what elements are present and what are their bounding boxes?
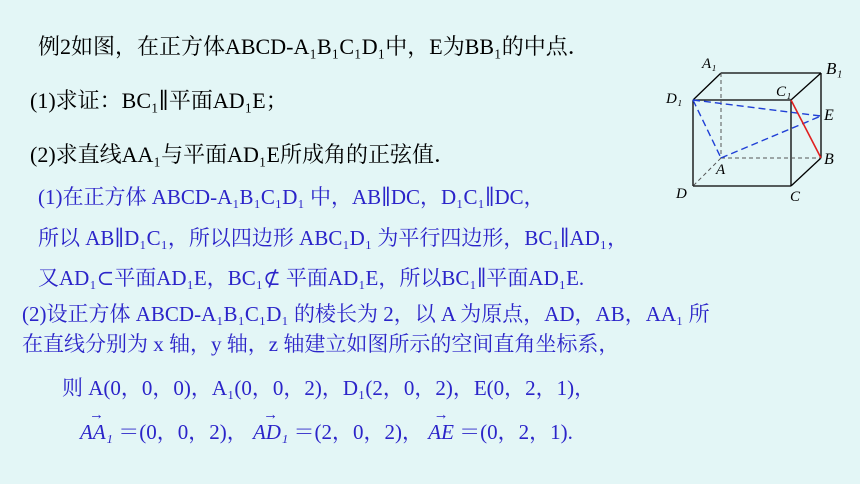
label-a1: A₁ bbox=[702, 56, 717, 72]
segment-a-e bbox=[721, 116, 821, 158]
question-1: (1)求证：BC₁∥平面AD₁E； bbox=[30, 88, 288, 113]
vector-arrow-icon: → bbox=[263, 407, 279, 423]
question-2: (2)求直线AA₁与平面AD₁E所成角的正弦值． bbox=[30, 142, 456, 167]
label-d: D bbox=[676, 186, 687, 202]
vector-aa1-name: AA₁ bbox=[80, 420, 113, 444]
edge-c-b bbox=[791, 158, 821, 186]
label-a: A bbox=[716, 162, 726, 178]
cube-figure bbox=[660, 50, 860, 210]
segment-d1-e bbox=[693, 100, 821, 116]
edge-c1-b1 bbox=[791, 73, 821, 100]
solution-line-4: (2)设正方体 ABCD-A₁B₁C₁D₁ 的棱长为 2，以 A 为原点，AD，AB，AA₁ 所 bbox=[22, 302, 710, 326]
vector-ad1-value: ＝(2，0，2)， bbox=[293, 420, 424, 444]
problem-title: 例2如图，在正方体ABCD-A₁B₁C₁D₁中，E为BB₁的中点． bbox=[38, 34, 590, 59]
vector-line bbox=[80, 407, 573, 446]
vector-aa1 bbox=[80, 407, 113, 445]
vector-aa1-value: ＝(0，0，2)， bbox=[118, 420, 248, 444]
solution-line-5: 在直线分别为 x 轴，y 轴，z 轴建立如图所示的空间直角坐标系， bbox=[22, 332, 620, 356]
solution-line-3: 又AD₁⊂平面AD₁E，BC₁⊄ 平面AD₁E，所以BC₁∥平面AD₁E. bbox=[38, 266, 585, 290]
segment-d1-a bbox=[693, 100, 721, 158]
vector-arrow-icon: → bbox=[433, 407, 449, 423]
solution-line-1: (1)在正方体 ABCD-A₁B₁C₁D₁ 中，AB∥DC，D₁C₁∥DC， bbox=[38, 185, 545, 209]
edge-d1-a1 bbox=[693, 73, 721, 100]
label-c1: C₁ bbox=[776, 84, 792, 100]
vector-ae-name: AE bbox=[428, 420, 454, 444]
vector-ae-value: ＝(0，2，1). bbox=[459, 420, 573, 444]
vector-arrow-icon: → bbox=[88, 407, 104, 423]
vector-ae bbox=[428, 407, 454, 445]
label-b1: B₁ bbox=[826, 59, 843, 78]
label-d1: D₁ bbox=[666, 91, 683, 107]
vector-ad1-name: AD₁ bbox=[252, 420, 289, 444]
label-e: E bbox=[824, 107, 834, 124]
label-b: B bbox=[824, 151, 834, 168]
coordinates-line: 则 A(0，0，0)，A₁(0，0，2)，D₁(2，0，2)，E(0，2，1)， bbox=[62, 376, 596, 400]
solution-line-2: 所以 AB∥D₁C₁，所以四边形 ABC₁D₁ 为平行四边形，BC₁∥AD₁， bbox=[38, 226, 629, 250]
label-c: C bbox=[790, 189, 801, 205]
segment-b-c1 bbox=[791, 100, 821, 158]
vector-ad1 bbox=[252, 407, 289, 445]
